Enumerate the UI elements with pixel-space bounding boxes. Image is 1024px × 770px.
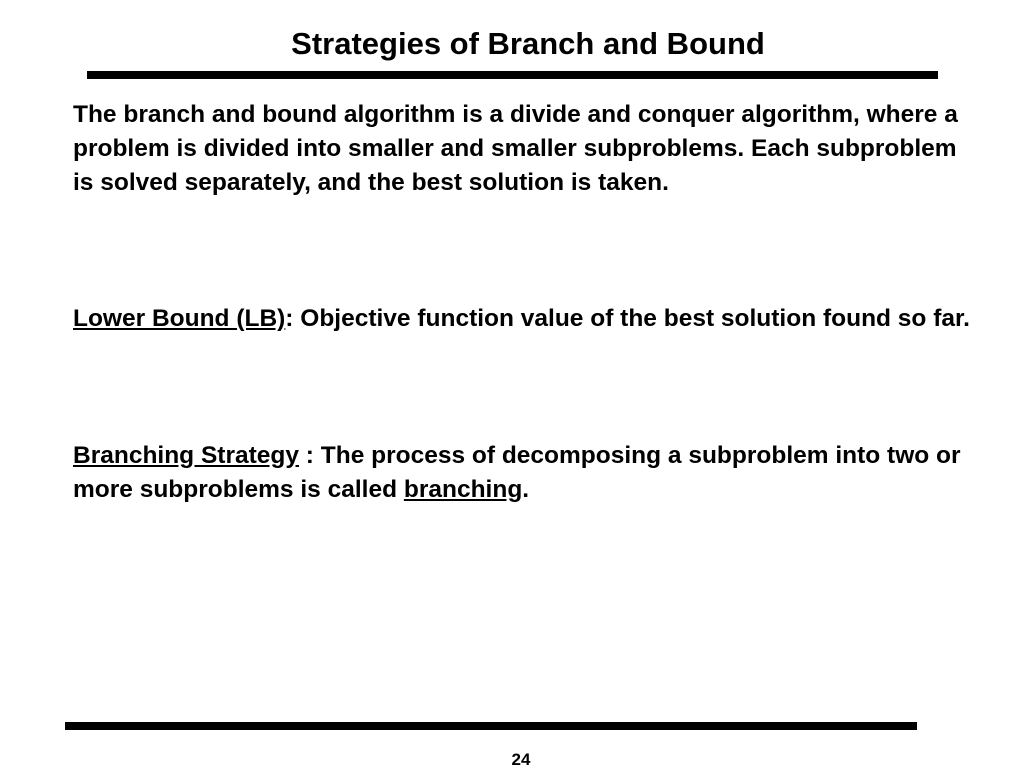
slide-title: Strategies of Branch and Bound [291, 26, 765, 61]
footer-divider [65, 722, 917, 730]
lower-bound-definition: : Objective function value of the best solution found so far. [285, 305, 970, 332]
lower-bound-term: Lower Bound (LB) [73, 305, 286, 332]
branching-strategy-paragraph [73, 439, 973, 507]
title-divider [87, 71, 938, 79]
intro-paragraph: The branch and bound algorithm is a divide and conquer algorithm, where a problem is divided into smaller and smaller subproblems. Each subproblem is solved separately, and the best solution is taken. [73, 101, 958, 196]
branching-period: . [522, 476, 530, 503]
branching-strategy-definition: : The process of decomposing a subproblem into two or more subproblems is called [73, 442, 961, 503]
branching-keyword: branching [403, 476, 523, 503]
page-number: 24 [511, 750, 531, 769]
branching-strategy-term: Branching Strategy [73, 442, 299, 469]
lower-bound-paragraph [73, 302, 973, 336]
